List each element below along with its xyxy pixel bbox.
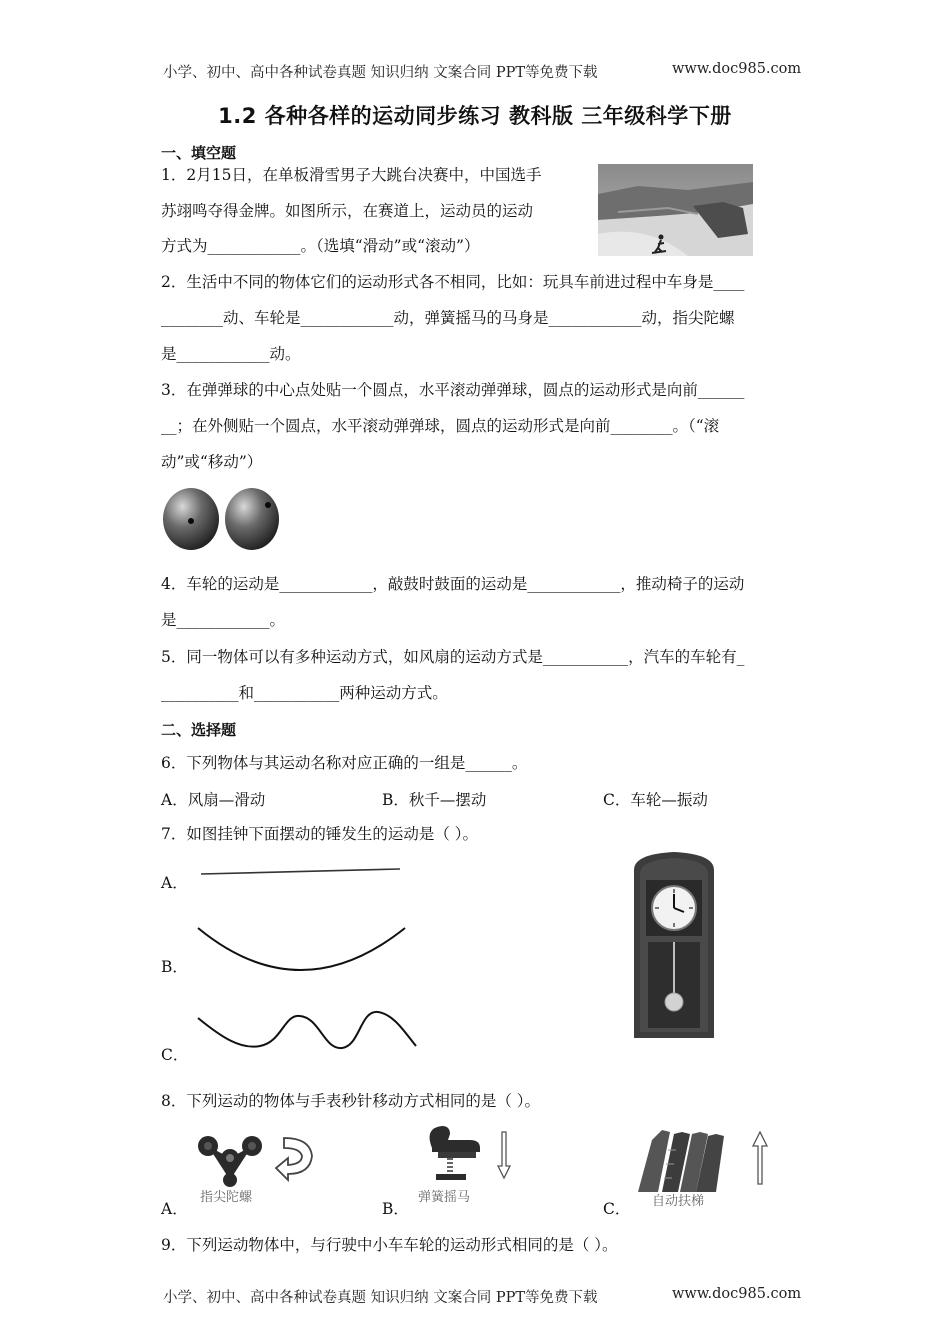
q7-option-a[interactable]: A． [161,874,188,892]
q8-stem: 8．下列运动的物体与手表秒针移动方式相同的是（ ）。 [161,1092,541,1110]
header-site-link[interactable]: www.doc985.com [672,61,802,77]
arc-swing-path [190,920,415,980]
q5-line-2: __________和___________两种运动方式。 [161,684,448,702]
q6-option-c[interactable]: C．车轮—振动 [603,791,708,809]
caption-escalator: 自动扶梯 [652,1194,705,1209]
page-title: 1.2 各种各样的运动同步练习 教科版 三年级科学下册 [218,104,732,128]
caption-fidget-spinner: 指尖陀螺 [200,1190,253,1205]
pendulum-clock-image [628,850,720,1038]
q6-option-b[interactable]: B．秋千—摆动 [382,791,487,809]
q3-line-3: 动”或“移动”） [161,453,263,471]
q7-stem: 7．如图挂钟下面摆动的锤发生的运动是（ ）。 [161,825,479,843]
q6-option-a[interactable]: A．风扇—滑动 [161,791,266,809]
rotate-arrow-icon [276,1138,312,1180]
q8-option-b[interactable]: B． [382,1200,409,1218]
q6-stem: 6．下列物体与其运动名称对应正确的一组是______。 [161,754,528,772]
q7-option-c[interactable]: C． [161,1046,189,1064]
ball-edge-dot [225,488,279,550]
escalator-icon [638,1130,724,1192]
snowboard-photo [598,164,753,256]
section-choice-heading: 二、选择题 [161,721,237,739]
q1-line-3: 方式为____________。（选填“滑动”或“滚动”） [161,237,480,255]
q8-option-c[interactable]: C． [603,1200,631,1218]
q2-line-1: 2．生活中不同的物体它们的运动形式各不相同，比如：玩具车前进过程中车身是____ [161,273,745,291]
header-left-text: 小学、初中、高中各种试卷真题 知识归纳 文案合同 PPT等免费下载 [163,65,598,81]
down-arrow-icon [498,1132,510,1178]
q7-option-b[interactable]: B． [161,958,188,976]
footer-site-link[interactable]: www.doc985.com [672,1286,802,1302]
q5-line-1: 5．同一物体可以有多种运动方式，如风扇的运动方式是___________，汽车的车轮有_ [161,648,745,666]
q4-line-2: 是____________。 [161,611,286,629]
spring-horse-image [414,1122,524,1187]
q8-option-a[interactable]: A． [161,1200,188,1218]
q2-line-3: 是____________动。 [161,345,301,363]
q4-line-1: 4．车轮的运动是____________，敲鼓时鼓面的运动是____________，推动椅子的运动 [161,575,745,593]
q3-line-2: __；在外侧贴一个圆点，水平滚动弹弹球，圆点的运动形式是向前________。（“滚 [161,417,720,435]
pendulum-weight [665,993,683,1011]
wave-path [192,1000,422,1060]
fidget-spinner-image [192,1128,327,1188]
footer-left-text: 小学、初中、高中各种试卷真题 知识归纳 文案合同 PPT等免费下载 [163,1290,598,1306]
q9-stem: 9．下列运动物体中，与行驶中小车车轮的运动形式相同的是（ ）。 [161,1236,618,1254]
escalator-image [632,1120,782,1195]
straight-line-path [195,862,405,882]
up-arrow-icon [753,1132,767,1184]
q2-line-2: ________动、车轮是____________动，弹簧摇马的马身是____________动，指尖陀螺 [161,309,735,327]
section-fill-in-heading: 一、填空题 [161,144,237,162]
spring-horse-icon [430,1126,480,1180]
q1-line-2: 苏翊鸣夺得金牌。如图所示，在赛道上，运动员的运动 [161,202,534,220]
q1-line-1: 1．2月15日，在单板滑雪男子大跳台决赛中，中国选手 [161,166,542,184]
caption-spring-horse: 弹簧摇马 [418,1190,471,1205]
bouncing-balls-image [160,486,285,552]
ball-center-dot [163,488,219,550]
q3-line-1: 3．在弹弹球的中心点处贴一个圆点，水平滚动弹弹球，圆点的运动形式是向前______ [161,381,745,399]
